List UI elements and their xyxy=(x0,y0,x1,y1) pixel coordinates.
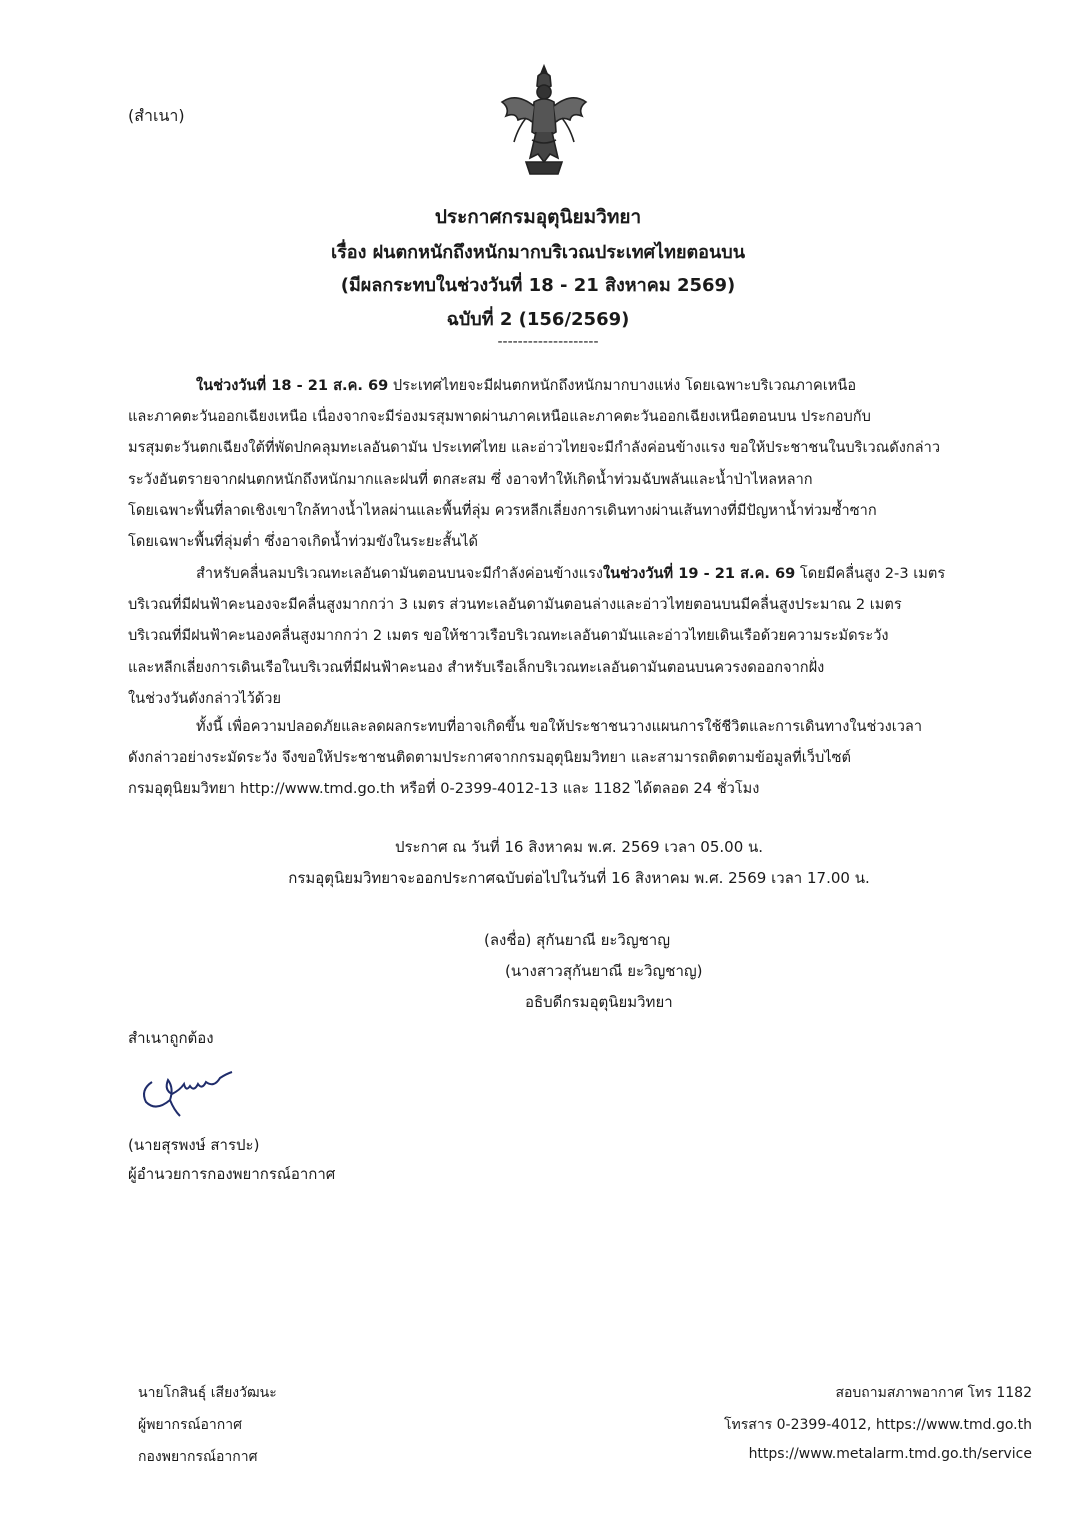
paragraph-line: ดังกล่าวอย่างระมัดระวัง จึงขอให้ประชาชนติดตามประกาศจากกรมอุตุนิยมวิทยา และสามารถติดตามข้อมูลที่เว็บไซต์ xyxy=(128,749,851,767)
paragraph-text: โดยมีคลื่นสูง 2-3 เมตร xyxy=(795,565,946,582)
signed-by: (ลงชื่อ) สุกันยาณี ยะวิญชาญ xyxy=(484,931,670,949)
paragraph-line: และหลีกเลี่ยงการเดินเรือในบริเวณที่มีฝนฟ้าคะนอง สำหรับเรือเล็กบริเวณทะเลอันดามันตอนบนควรงดออกจากฝั่ง xyxy=(128,658,825,676)
paragraph-line: โดยเฉพาะพื้นที่ลุ่มต่ำ ซึ่งอาจเกิดน้ำท่วมขังในระยะสั้นได้ xyxy=(128,533,478,551)
paragraph-safety xyxy=(128,711,962,805)
paragraph-waves xyxy=(128,558,962,714)
forecaster-role: ผู้พยากรณ์อากาศ xyxy=(138,1417,242,1433)
forecaster-division: กองพยากรณ์อากาศ xyxy=(138,1449,258,1465)
paragraph-text: สำหรับคลื่นลมบริเวณทะเลอันดามันตอนบนจะมีกำลังค่อนข้างแรง xyxy=(196,565,604,582)
handwritten-signature xyxy=(134,1060,238,1120)
paragraph-line xyxy=(128,370,962,401)
certifier-name: (นายสุรพงษ์ สารปะ) xyxy=(128,1136,260,1154)
announcement-subject: เรื่อง ฝนตกหนักถึงหนักมากบริเวณประเทศไทยตอนบน xyxy=(330,242,746,263)
paragraph-line: และภาคตะวันออกเฉียงเหนือ เนื่องจากจะมีร่องมรสุมพาดผ่านภาคเหนือและภาคตะวันออกเฉียงเหนือตอนบน ประกอบกับ xyxy=(128,408,871,426)
signatory-name: (นางสาวสุกันยาณี ยะวิญชาญ) xyxy=(505,962,703,980)
paragraph-line: บริเวณที่มีฝนฟ้าคะนองคลื่นสูงมากกว่า 2 เมตร ขอให้ชาวเรือบริเวณทะเลอันดามันและอ่าวไทยเดินเรือด้วยความระมัดระวัง xyxy=(128,627,889,645)
copy-mark: (สำเนา) xyxy=(128,106,185,125)
certifier-title: ผู้อำนวยการกองพยากรณ์อากาศ xyxy=(128,1165,336,1183)
issue-number: ฉบับที่ 2 (156/2569) xyxy=(446,309,630,330)
garuda-emblem xyxy=(496,62,592,180)
separator: -------------------- xyxy=(497,334,599,350)
paragraph-line: โดยเฉพาะพื้นที่ลาดเชิงเขาใกล้ทางน้ำไหลผ่านและพื้นที่ลุ่ม ควรหลีกเลี่ยงการเดินทางผ่านเส้นทางที่มีปัญหาน้ำท่วมซ้ำซาก xyxy=(128,501,877,519)
paragraph-line: ระวังอันตรายจากฝนตกหนักถึงหนักมากและฝนที่ ตกสะสม ซึ่ งอาจทำให้เกิดน้ำท่วมฉับพลันและน้ำป่าไหลหลาก xyxy=(128,470,813,488)
effect-period: (มีผลกระทบในช่วงวันที่ 18 - 21 สิงหาคม 2569) xyxy=(340,275,736,296)
paragraph-line xyxy=(128,558,962,589)
certified-copy-label: สำเนาถูกต้อง xyxy=(128,1029,214,1047)
paragraph-line: ในช่วงวันดังกล่าวไว้ด้วย xyxy=(128,689,282,707)
weather-hotline: สอบถามสภาพอากาศ โทร 1182 xyxy=(835,1385,1032,1401)
announcement-title: ประกาศกรมอุตุนิยมวิทยา xyxy=(434,206,642,228)
fax-website[interactable]: โทรสาร 0-2399-4012, https://www.tmd.go.th xyxy=(724,1417,1032,1433)
issued-date: ประกาศ ณ วันที่ 16 สิงหาคม พ.ศ. 2569 เวลา 05.00 น. xyxy=(394,838,764,856)
paragraph-line: มรสุมตะวันตกเฉียงใต้ที่พัดปกคลุมทะเลอันดามัน ประเทศไทย และอ่าวไทยจะมีกำลังค่อนข้างแรง ขอให้ประชาชนในบริเวณดังกล่าว xyxy=(128,439,941,457)
service-link[interactable]: https://www.metalarm.tmd.go.th/service xyxy=(748,1446,1032,1462)
next-issue: กรมอุตุนิยมวิทยาจะออกประกาศฉบับต่อไปในวันที่ 16 สิงหาคม พ.ศ. 2569 เวลา 17.00 น. xyxy=(288,869,870,887)
paragraph-text: ประเทศไทยจะมีฝนตกหนักถึงหนักมากบางแห่ง โดยเฉพาะบริเวณภาคเหนือ xyxy=(388,377,857,394)
signatory-position: อธิบดีกรมอุตุนิยมวิทยา xyxy=(525,993,673,1011)
paragraph-line: กรมอุตุนิยมวิทยา http://www.tmd.go.th หรือที่ 0-2399-4012-13 และ 1182 ได้ตลอด 24 ชั่วโมง xyxy=(128,780,760,798)
paragraph-rain xyxy=(128,370,962,557)
paragraph-line: ทั้งนี้ เพื่อความปลอดภัยและลดผลกระทบที่อาจเกิดขึ้น ขอให้ประชาชนวางแผนการใช้ชีวิตและการเดินทางในช่วงเวลา xyxy=(196,718,923,735)
date-range-bold: ในช่วงวันที่ 19 - 21 ส.ค. 69 xyxy=(603,565,796,582)
paragraph-line: บริเวณที่มีฝนฟ้าคะนองจะมีคลื่นสูงมากกว่า 3 เมตร ส่วนทะเลอันดามันตอนล่างและอ่าวไทยตอนบนมีคลื่นสูงประมาณ 2 เมตร xyxy=(128,596,902,614)
forecaster-name: นายโกสินธุ์ เสียงวัฒนะ xyxy=(138,1385,277,1401)
date-range-bold: ในช่วงวันที่ 18 - 21 ส.ค. 69 xyxy=(196,377,389,394)
